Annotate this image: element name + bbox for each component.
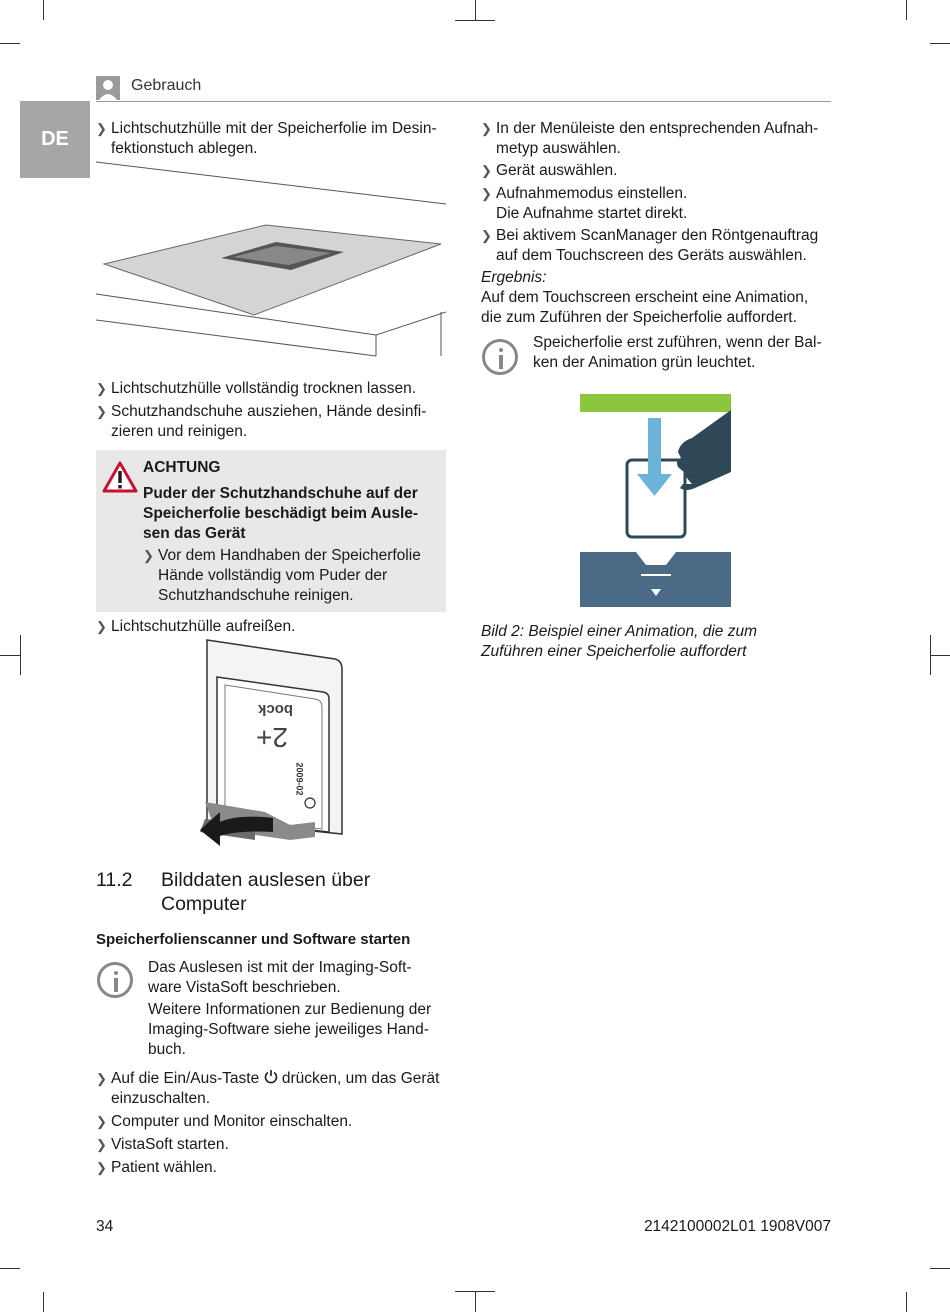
crop-mark [455, 20, 495, 21]
chevron-right-icon: ❯ [96, 1160, 107, 1175]
crop-mark [930, 1268, 950, 1269]
chevron-right-icon: ❯ [96, 381, 107, 396]
crop-mark [20, 635, 21, 675]
section-title: Bilddaten auslesen über Computer [161, 869, 371, 915]
chevron-right-icon: ❯ [481, 163, 492, 178]
result-label: Ergebnis: [481, 269, 547, 286]
crop-mark [43, 1292, 44, 1312]
step-text: Computer und Monitor einschalten. [111, 1113, 353, 1130]
step-item [96, 1069, 446, 1109]
step-item [96, 1158, 446, 1178]
info-text: Das Auslesen ist mit der Imaging-Soft-ware VistaSoft beschrieben. [148, 959, 412, 996]
step-text: Aufnahmemodus einstellen. [496, 185, 688, 202]
warning-title: ACHTUNG [143, 459, 221, 476]
header-rule [96, 101, 831, 102]
plate-brand: bock [258, 701, 294, 718]
info-icon [97, 962, 133, 998]
chevron-right-icon: ❯ [96, 121, 107, 136]
step-text-part: Auf die Ein/Aus-Taste [111, 1070, 260, 1087]
step-item [96, 379, 446, 399]
step-item [481, 119, 831, 159]
step-text: Schutzhandschuhe ausziehen, Hände desinfi- zieren und reinigen. [111, 403, 427, 440]
step-item [96, 1112, 446, 1132]
chevron-right-icon: ❯ [143, 548, 154, 563]
crop-mark [43, 0, 44, 20]
chevron-right-icon: ❯ [96, 404, 107, 419]
feed-animation-illustration [580, 394, 732, 608]
info-icon [482, 339, 518, 375]
step-item [96, 617, 446, 637]
step-item [481, 161, 831, 181]
step-text: In der Menüleiste den entsprechenden Aufnah-metyp auswählen. [496, 120, 819, 157]
step-text: Lichtschutzhülle vollständig trocknen lassen. [111, 380, 417, 397]
step-item [481, 184, 831, 224]
crop-mark [906, 1292, 907, 1312]
crop-mark [0, 655, 20, 656]
person-icon [96, 76, 120, 100]
crop-mark [475, 1292, 476, 1312]
result-text: Auf dem Touchscreen erscheint eine Animation, die zum Zuführen der Speicherfolie auffordert. [481, 289, 809, 326]
crop-mark [0, 43, 20, 44]
step-item [96, 1135, 446, 1155]
document-number: 2142100002L01 1908V007 [643, 1218, 831, 1235]
language-tab: DE [20, 101, 90, 178]
chevron-right-icon: ❯ [96, 1071, 107, 1086]
step-text-part: drücken, um das Gerät einzuschalten. [111, 1070, 440, 1107]
green-bar [580, 394, 731, 412]
subheading: Speicherfolienscanner und Software starten [96, 931, 411, 948]
info-text: Weitere Informationen zur Bedienung der Imaging-Software siehe jeweiliges Hand-buch. [148, 1001, 432, 1058]
warning-heading: Puder der Schutzhandschuhe auf der Speicherfolie beschädigt beim Ausle-sen das Gerät [143, 485, 419, 542]
step-text [96, 1069, 446, 1109]
step-text: Bei aktivem ScanManager den Röntgenauftrag auf dem Touchscreen des Geräts auswählen. [496, 227, 819, 264]
crop-mark [0, 1268, 20, 1269]
info-text: Speicherfolie erst zuführen, wenn der Bal-ken der Animation grün leuchtet. [533, 334, 822, 371]
step-result: Die Aufnahme startet direkt. [496, 205, 688, 222]
power-icon [264, 1069, 278, 1084]
warning-triangle-icon [101, 460, 139, 494]
figure-caption: Bild 2: Beispiel einer Animation, die zum Zuführen einer Speicherfolie auffordert [481, 623, 757, 660]
crop-mark [930, 655, 950, 656]
step-text: Lichtschutzhülle mit der Speicherfolie im Desin- fektionstuch ablegen. [111, 120, 437, 157]
crop-mark [930, 43, 950, 44]
warning-action [143, 546, 438, 606]
step-text: Patient wählen. [111, 1159, 217, 1176]
step-item [96, 119, 446, 159]
pull-arrow-icon [198, 808, 278, 848]
plate-size: 2+ [256, 722, 288, 753]
step-text: Vor dem Handhaben der Speicherfolie Hände vollständig vom Puder der Schutzhandschuhe reinigen. [158, 547, 421, 604]
crop-mark [906, 0, 907, 20]
chevron-right-icon: ❯ [481, 186, 492, 201]
plate-in-wipe-illustration [96, 160, 446, 360]
step-text: Gerät auswählen. [496, 162, 618, 179]
step-text: VistaSoft starten. [111, 1136, 229, 1153]
chevron-right-icon: ❯ [96, 619, 107, 634]
chevron-right-icon: ❯ [481, 121, 492, 136]
step-text: Lichtschutzhülle aufreißen. [111, 618, 296, 635]
section-number: 11.2 [96, 869, 133, 891]
page-number: 34 [96, 1218, 114, 1235]
section-label: Gebrauch [131, 77, 202, 94]
chevron-right-icon: ❯ [96, 1114, 107, 1129]
step-item [481, 226, 831, 266]
warning-box [96, 450, 446, 612]
plate-date: 2009-02 [294, 762, 305, 796]
chevron-right-icon: ❯ [96, 1137, 107, 1152]
crop-mark [475, 0, 476, 20]
chevron-right-icon: ❯ [481, 228, 492, 243]
crop-mark [455, 1291, 495, 1292]
step-item [96, 402, 446, 442]
